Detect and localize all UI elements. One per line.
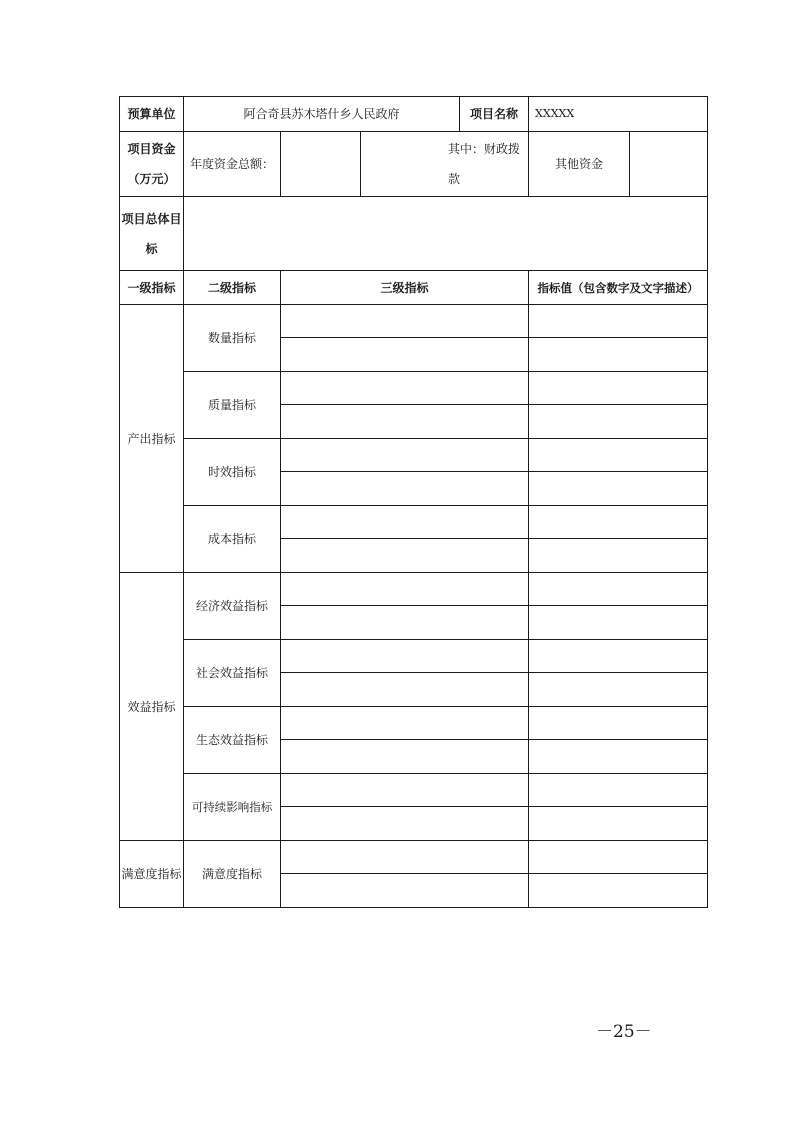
budget-unit-label: 预算单位 (120, 97, 184, 132)
value-cell[interactable] (529, 640, 708, 673)
value-cell[interactable] (529, 673, 708, 707)
value-cell[interactable] (529, 807, 708, 841)
level3-cell[interactable] (281, 472, 529, 506)
overall-goal-label-line2: 标 (145, 241, 158, 256)
level3-cell[interactable] (281, 338, 529, 372)
ecological-benefit-label: 生态效益指标 (184, 707, 281, 774)
level3-cell[interactable] (281, 774, 529, 807)
value-cell[interactable] (529, 372, 708, 405)
level3-cell[interactable] (281, 640, 529, 673)
project-funds-label-line1: 项目资金 (127, 142, 176, 156)
level3-cell[interactable] (281, 305, 529, 338)
level3-cell[interactable] (281, 506, 529, 539)
level3-cell[interactable] (281, 372, 529, 405)
annual-total-field[interactable] (281, 132, 361, 197)
output-indicators-label: 产出指标 (120, 305, 184, 573)
value-cell[interactable] (529, 439, 708, 472)
overall-goal-field[interactable] (184, 197, 708, 271)
col-header-level3: 三级指标 (281, 271, 529, 305)
economic-benefit-label: 经济效益指标 (184, 573, 281, 640)
project-name-value[interactable]: XXXXX (529, 97, 708, 132)
value-cell[interactable] (529, 774, 708, 807)
value-cell[interactable] (529, 874, 708, 908)
level3-cell[interactable] (281, 606, 529, 640)
fiscal-appropriation-label: 其中：财政拨款 (361, 132, 529, 197)
value-cell[interactable] (529, 472, 708, 506)
project-funds-label-line2: （万元） (127, 172, 176, 186)
level3-cell[interactable] (281, 405, 529, 439)
value-cell[interactable] (529, 405, 708, 439)
col-header-level2: 二级指标 (184, 271, 281, 305)
level3-cell[interactable] (281, 841, 529, 874)
value-cell[interactable] (529, 506, 708, 539)
satisfaction-sub-label: 满意度指标 (184, 841, 281, 908)
level3-cell[interactable] (281, 707, 529, 740)
cost-indicator-label: 成本指标 (184, 506, 281, 573)
other-funds-field[interactable] (630, 132, 708, 197)
quality-indicator-label: 质量指标 (184, 372, 281, 439)
budget-unit-value: 阿合奇县苏木塔什乡人民政府 (184, 97, 460, 132)
level3-cell[interactable] (281, 539, 529, 573)
value-cell[interactable] (529, 539, 708, 573)
performance-target-table (119, 96, 708, 908)
social-benefit-label: 社会效益指标 (184, 640, 281, 707)
level3-cell[interactable] (281, 874, 529, 908)
level3-cell[interactable] (281, 807, 529, 841)
level3-cell[interactable] (281, 439, 529, 472)
quantity-indicator-label: 数量指标 (184, 305, 281, 372)
level3-cell[interactable] (281, 673, 529, 707)
overall-goal-label-line1: 项目总体目 (121, 211, 182, 226)
overall-goal-label (120, 197, 184, 271)
value-cell[interactable] (529, 841, 708, 874)
level3-cell[interactable] (281, 740, 529, 774)
timeliness-indicator-label: 时效指标 (184, 439, 281, 506)
value-cell[interactable] (529, 338, 708, 372)
col-header-value: 指标值（包含数字及文字描述） (529, 271, 708, 305)
other-funds-label: 其他资金 (529, 132, 630, 197)
value-cell[interactable] (529, 573, 708, 606)
col-header-level1: 一级指标 (120, 271, 184, 305)
value-cell[interactable] (529, 707, 708, 740)
sustainable-impact-label: 可持续影响指标 (184, 774, 281, 841)
satisfaction-indicators-label: 满意度指标 (120, 841, 184, 908)
annual-total-label: 年度资金总额： (184, 132, 281, 197)
value-cell[interactable] (529, 740, 708, 774)
value-cell[interactable] (529, 305, 708, 338)
level3-cell[interactable] (281, 573, 529, 606)
page-number: －25－ (596, 1022, 652, 1042)
benefit-indicators-label: 效益指标 (120, 573, 184, 841)
project-name-label: 项目名称 (460, 97, 529, 132)
value-cell[interactable] (529, 606, 708, 640)
project-funds-label (120, 132, 184, 197)
